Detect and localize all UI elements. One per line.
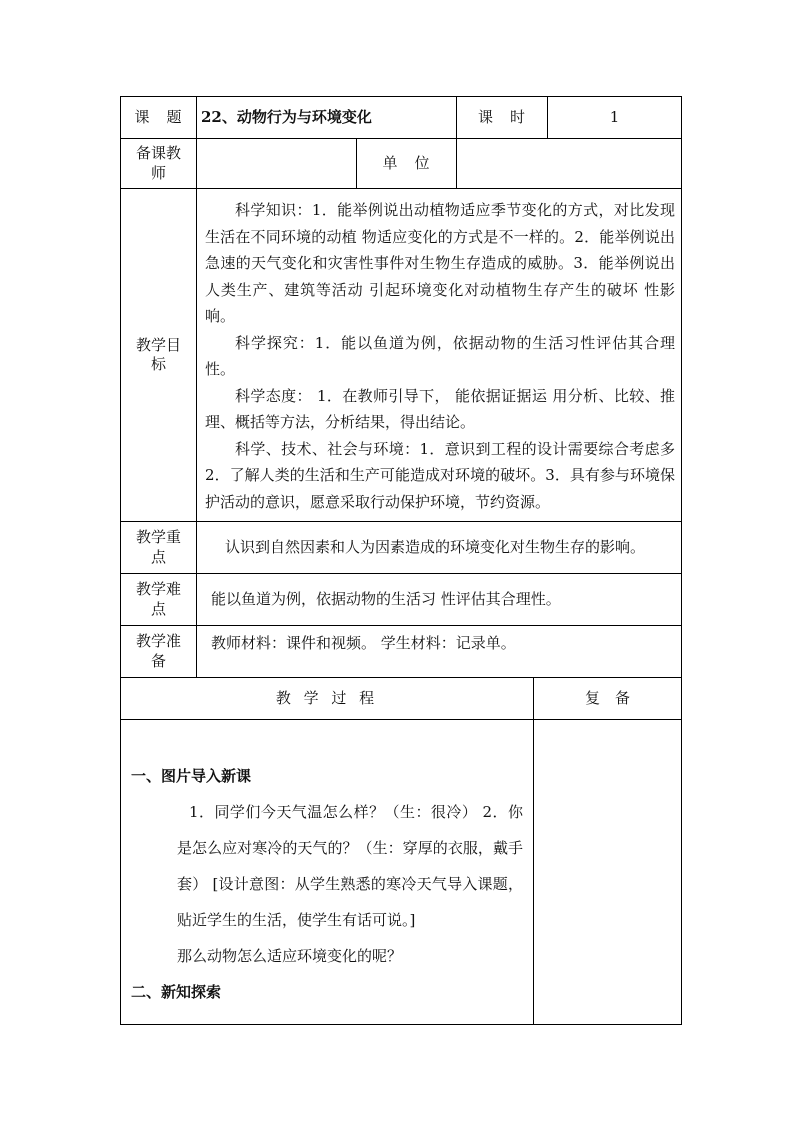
period-label: 课 时 [457,97,548,139]
topic-row [121,97,682,139]
period-value: 1 [548,97,682,139]
process-header: 教 学 过 程 [121,678,534,720]
section-1-question: 那么动物怎么适应环境变化的呢？ [177,947,403,965]
preparation-value: 教师材料：课件和视频。 学生材料：记录单。 [197,626,682,678]
objectives-row [121,189,682,522]
teacher-value [197,139,357,189]
review-header: 复 备 [534,678,682,720]
lesson-plan-table [120,96,682,1025]
unit-label: 单 位 [357,139,457,189]
unit-value [457,139,682,189]
objectives-content [197,189,682,522]
topic-value: 22、动物行为与环境变化 [197,97,457,139]
process-content [121,720,534,1025]
key-points-row [121,522,682,574]
key-points-label: 教学重点 [121,522,197,574]
section-1-paragraph: 1．同学们今天气温怎么样？（生：很冷） 2．你是怎么应对寒冷的天气的？（生：穿厚的衣服，戴手套） [设计意图：从学生熟悉的寒冷天气导入课题，贴近学生的生活，使学生有话可说。] [177,803,524,929]
process-content-row [121,720,682,1025]
difficulties-label: 教学难点 [121,574,197,626]
preparation-label: 教学准备 [121,626,197,678]
objective-knowledge: 科学知识：1．能举例说出动植物适应季节变化的方式，对比发现生活在不同环境的动植 物适应变化的方式是不一样的。2．能举例说出急速的天气变化和灾害性事件对生物生存造成的威胁。3．能举例说出人类生产、建筑等活动 引起环境变化对动植物生存产生的破坏 性影响。 [205,201,676,325]
teacher-label: 备课教师 [121,139,197,189]
teacher-row [121,139,682,189]
difficulties-row [121,574,682,626]
section-1-title: 一、图片导入新课 [131,767,252,785]
objective-sts: 科学、技术、社会与环境：1．意识到工程的设计需要综合考虑多 2．了解人类的生活和生产可能造成对环境的破坏。3．具有参与环境保护活动的意识，愿意采取行动保护环境，节约资源。 [205,439,676,511]
objectives-label: 教学目标 [121,189,197,522]
review-content [534,720,682,1025]
key-points-value: 认识到自然因素和人为因素造成的环境变化对生物生存的影响。 [197,522,682,574]
objective-attitude: 科学态度： 1．在教师引导下， 能依据证据运 用分析、比较、推理、概括等方法，分析结果，得出结论。 [205,386,676,431]
topic-label: 课 题 [121,97,197,139]
section-2-title: 二、新知探索 [131,983,222,1001]
difficulties-value: 能以鱼道为例，依据动物的生活习 性评估其合理性。 [197,574,682,626]
process-header-row [121,678,682,720]
preparation-row [121,626,682,678]
objective-inquiry: 科学探究：1．能以鱼道为例，依据动物的生活习性评估其合理性。 [205,333,676,378]
